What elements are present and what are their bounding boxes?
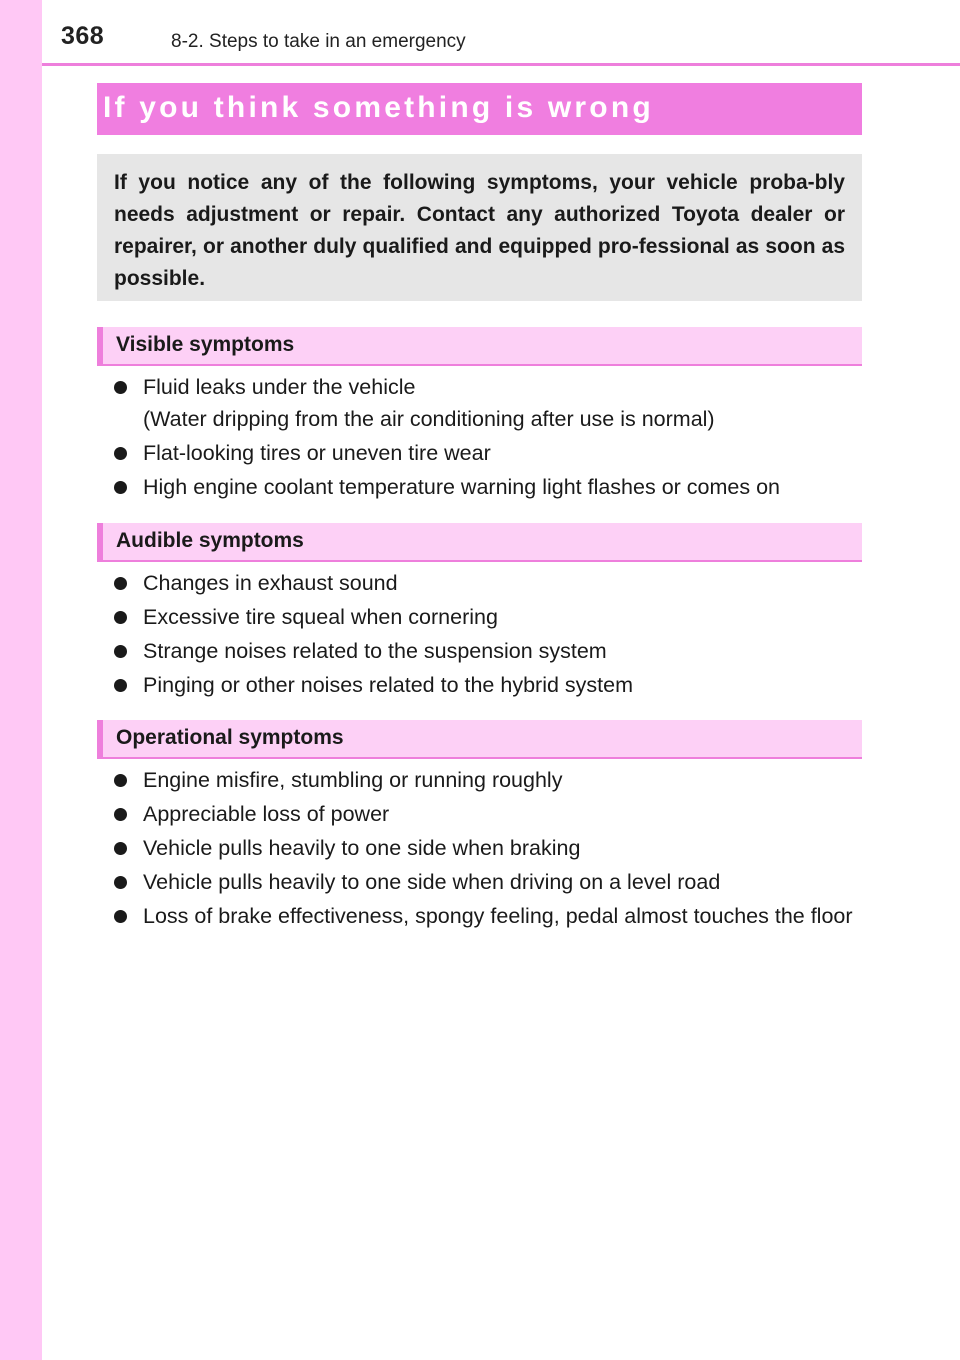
intro-text: If you notice any of the following symptoms, your vehicle proba-bly needs adjustment or repair. Contact any authorized Toyota dealer or repairer, or another duly qualified and equipped pro-fessional as soon as possible. (114, 171, 845, 290)
section-heading-operational (97, 720, 862, 759)
operational-symptoms-list (114, 764, 862, 934)
list-item (114, 635, 862, 667)
bullet-icon (114, 481, 127, 494)
list-item (114, 601, 862, 633)
bullet-icon (114, 910, 127, 923)
list-item (114, 900, 862, 932)
list-item (114, 832, 862, 864)
list-item-text: Vehicle pulls heavily to one side when braking (143, 836, 581, 860)
intro-box (97, 154, 862, 301)
section-heading-label: Audible symptoms (116, 529, 304, 552)
audible-symptoms-list (114, 567, 862, 703)
list-item (114, 371, 862, 435)
list-item-text: Engine misfire, stumbling or running roughly (143, 768, 563, 792)
bullet-icon (114, 679, 127, 692)
list-item-text: Pinging or other noises related to the hybrid system (143, 673, 633, 697)
list-item-text: Changes in exhaust sound (143, 571, 398, 595)
list-item (114, 471, 862, 503)
list-item-text: Strange noises related to the suspension system (143, 639, 607, 663)
bullet-icon (114, 808, 127, 821)
list-item (114, 798, 862, 830)
section-heading-visible (97, 327, 862, 366)
page-number: 368 (61, 22, 105, 50)
section-heading-audible (97, 523, 862, 562)
list-item (114, 567, 862, 599)
bullet-icon (114, 577, 127, 590)
section-heading-label: Visible symptoms (116, 333, 295, 356)
list-item (114, 669, 862, 701)
bullet-icon (114, 876, 127, 889)
list-item-text: Loss of brake effectiveness, spongy feeling, pedal almost touches the floor (143, 904, 853, 928)
list-item (114, 866, 862, 898)
visible-symptoms-list (114, 371, 862, 505)
list-item-note: (Water dripping from the air conditioning after use is normal) (143, 407, 715, 431)
list-item-text: Vehicle pulls heavily to one side when driving on a level road (143, 870, 721, 894)
running-header: 8-2. Steps to take in an emergency (171, 31, 466, 52)
bullet-icon (114, 611, 127, 624)
list-item (114, 437, 862, 469)
bullet-icon (114, 842, 127, 855)
side-tab-strip (0, 0, 42, 1360)
bullet-icon (114, 447, 127, 460)
bullet-icon (114, 774, 127, 787)
page-title: If you think something is wrong (103, 91, 654, 124)
bullet-icon (114, 381, 127, 394)
list-item (114, 764, 862, 796)
list-item-text: Fluid leaks under the vehicle (143, 375, 416, 399)
header-rule (42, 63, 960, 66)
list-item-text: High engine coolant temperature warning light flashes or comes on (143, 475, 781, 499)
list-item-text: Flat-looking tires or uneven tire wear (143, 441, 491, 465)
page-title-bar (97, 83, 862, 135)
list-item-text: Excessive tire squeal when cornering (143, 605, 498, 629)
list-item-text: Appreciable loss of power (143, 802, 390, 826)
section-heading-label: Operational symptoms (116, 726, 344, 749)
bullet-icon (114, 645, 127, 658)
